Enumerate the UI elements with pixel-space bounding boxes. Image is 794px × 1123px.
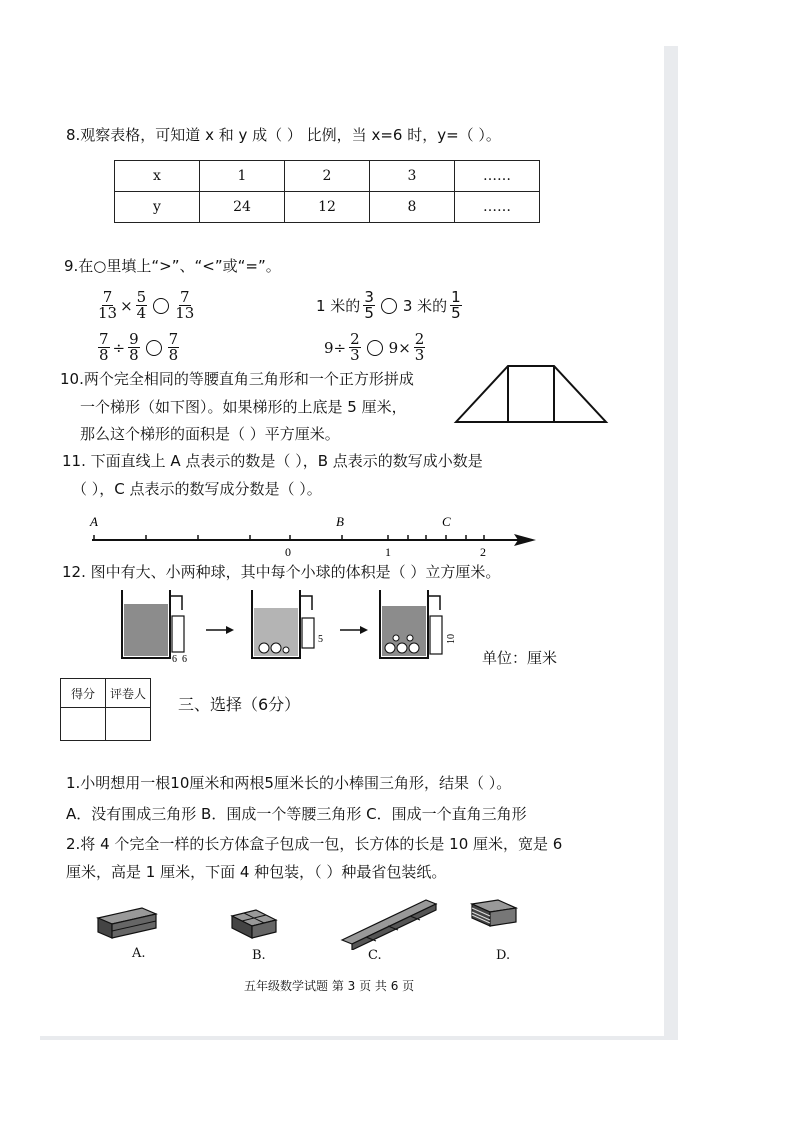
- compare-item-a: [98, 290, 194, 321]
- number-line: [80, 510, 540, 562]
- label: 9×: [388, 338, 411, 357]
- label: 9÷: [324, 338, 347, 357]
- score-cell[interactable]: [61, 708, 106, 741]
- table-cell: ……: [455, 192, 540, 223]
- fraction: $\frac{1}{5}$: [451, 288, 461, 322]
- fraction: $\frac{7}{8}$: [99, 330, 109, 364]
- table-cell: 12: [285, 192, 370, 223]
- compare-item-c: [316, 290, 462, 321]
- choice-2-line2: 厘米，高是 1 厘米，下面 4 种包装，（ ）种最省包装纸。: [66, 863, 447, 881]
- point-c-label: C: [442, 514, 451, 529]
- table-row: [115, 192, 540, 223]
- answer-circle[interactable]: [381, 298, 397, 314]
- compare-item-b: [98, 332, 179, 363]
- fraction: $\frac{9}{8}$: [129, 330, 139, 364]
- tick-1-label: 1: [385, 545, 391, 559]
- dim-label: 5: [318, 634, 323, 645]
- fraction: $\frac{7}{8}$: [168, 330, 179, 364]
- table-row: [61, 679, 151, 708]
- fraction: $\frac{3}{5}$: [364, 288, 374, 322]
- choice-1-options: A．没有围成三角形 B．围成一个等腰三角形 C．围成一个直角三角形: [66, 805, 527, 823]
- fraction: $\frac{5}{4}$: [136, 288, 147, 322]
- point-b-label: B: [336, 514, 344, 529]
- table-row: [115, 161, 540, 192]
- page-edge-right: [664, 46, 678, 1040]
- dim-label: 6: [172, 654, 177, 664]
- score-table: [60, 678, 151, 741]
- table-cell: 24: [200, 192, 285, 223]
- page-edge-bottom: [40, 1036, 676, 1040]
- question-11-line2: （ ），C 点表示的数写成分数是（ ）。: [72, 480, 322, 498]
- table-cell: 3: [370, 161, 455, 192]
- table-cell: 1: [200, 161, 285, 192]
- option-label-b: B.: [252, 948, 266, 963]
- question-9-text: 9.在○里填上“>”、“<”或“=”。: [64, 257, 281, 275]
- table-cell: 8: [370, 192, 455, 223]
- tick-2-label: 2: [480, 545, 486, 559]
- grader-cell[interactable]: [106, 708, 151, 741]
- question-10-line2: 一个梯形（如下图）。如果梯形的上底是 5 厘米，: [80, 398, 407, 416]
- operator: ×: [120, 296, 133, 315]
- trapezoid-figure: [450, 360, 610, 426]
- fraction: $\frac{7}{13}$: [98, 288, 118, 322]
- compare-item-d: [324, 332, 425, 363]
- label: 3 米的: [402, 297, 448, 315]
- answer-circle[interactable]: [146, 340, 162, 356]
- table-row: [61, 708, 151, 741]
- label: 1 米的: [316, 297, 361, 315]
- fraction: $\frac{7}{13}$: [175, 288, 195, 322]
- option-label-a: A.: [132, 946, 146, 961]
- choice-2-line1: 2.将 4 个完全一样的长方体盒子包成一包，长方体的长是 10 厘米，宽是 6: [66, 835, 563, 853]
- fraction: $\frac{2}{3}$: [414, 330, 425, 364]
- option-label-c: C.: [368, 948, 382, 963]
- point-a-label: A: [90, 514, 98, 529]
- table-cell: 2: [285, 161, 370, 192]
- package-options-figure: [96, 894, 536, 950]
- section-title: 三、选择（6分）: [178, 695, 301, 714]
- page-footer: 五年级数学试题 第 3 页 共 6 页: [244, 979, 415, 993]
- question-10-line1: 10.两个完全相同的等腰直角三角形和一个正方形拼成: [60, 370, 414, 388]
- fraction: $\frac{2}{3}$: [350, 330, 360, 364]
- question-8-text: 8.观察表格，可知道 x 和 y 成（ ） 比例，当 x=6 时，y=（ ）。: [66, 126, 501, 144]
- answer-circle[interactable]: [153, 298, 169, 314]
- grader-label: 评卷人: [106, 679, 151, 708]
- table-cell: y: [115, 192, 200, 223]
- xy-table: [114, 160, 540, 223]
- dim-label: 10: [446, 634, 457, 644]
- unit-label: 单位：厘米: [482, 649, 558, 667]
- question-10-line3: 那么这个梯形的面积是（ ）平方厘米。: [80, 425, 340, 443]
- option-label-d: D.: [496, 948, 511, 963]
- water-displacement-figure: [118, 584, 468, 664]
- score-label: 得分: [61, 679, 106, 708]
- choice-1-text: 1.小明想用一根10厘米和两根5厘米长的小棒围三角形，结果（ ）。: [66, 774, 512, 792]
- operator: ÷: [112, 338, 126, 357]
- dim-label: 6: [182, 654, 187, 664]
- question-11-line1: 11. 下面直线上 A 点表示的数是（ ），B 点表示的数写成小数是: [62, 452, 483, 470]
- table-cell: x: [115, 161, 200, 192]
- question-12-text: 12. 图中有大、小两种球，其中每个小球的体积是（ ）立方厘米。: [62, 563, 501, 581]
- answer-circle[interactable]: [367, 340, 383, 356]
- table-cell: ……: [455, 161, 540, 192]
- tick-0-label: 0: [285, 545, 291, 559]
